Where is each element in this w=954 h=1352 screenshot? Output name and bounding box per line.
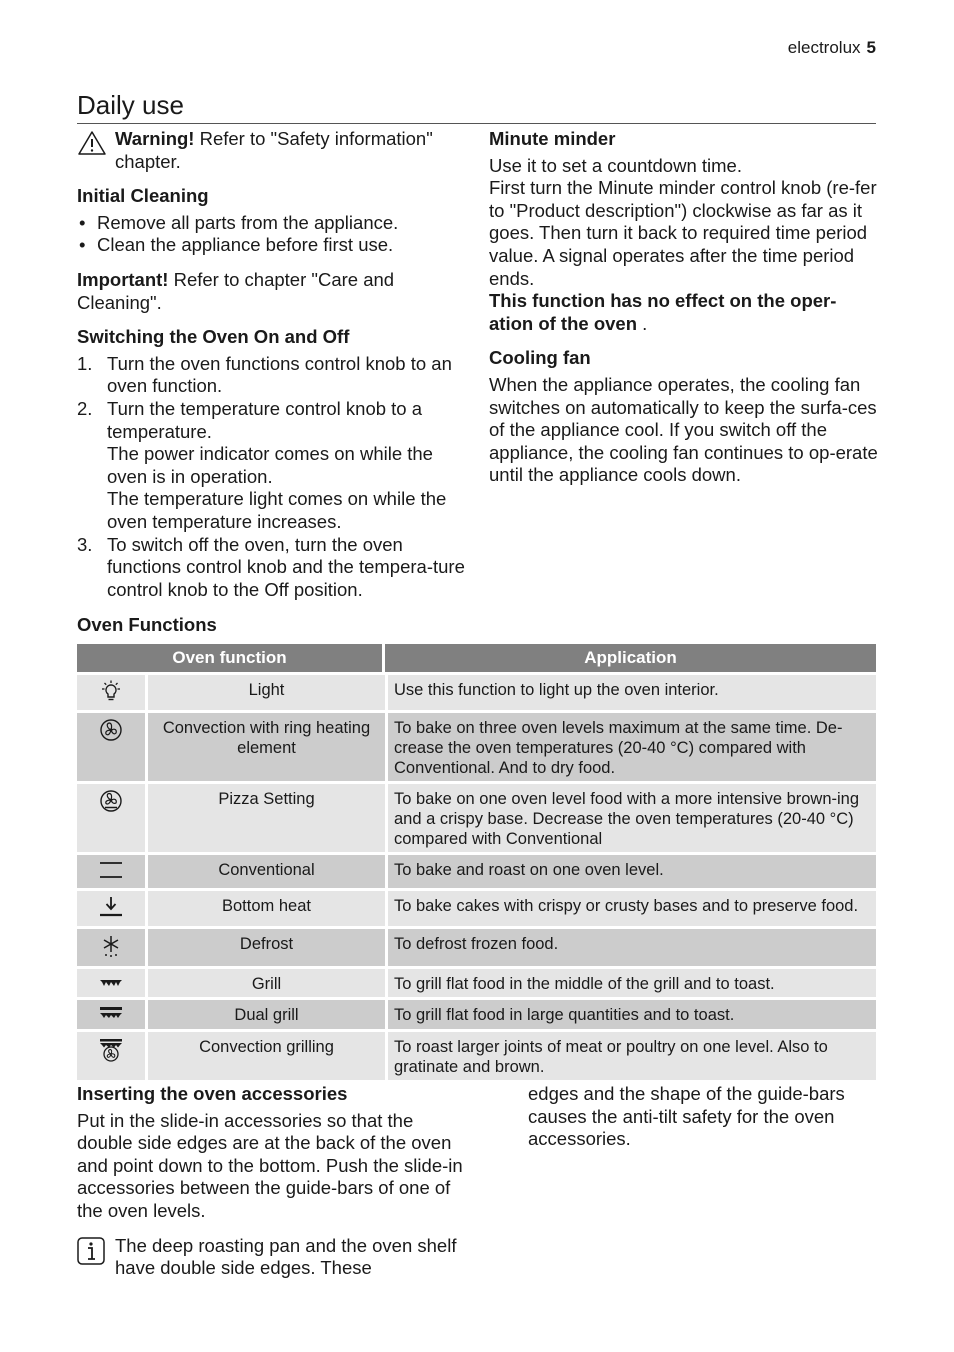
right-column: [489, 128, 879, 487]
col-header-application: Application: [385, 644, 876, 672]
table-header-row: [77, 644, 876, 672]
list-item: • Remove all parts from the appliance.: [77, 212, 469, 235]
accessories-continued: [528, 1083, 878, 1151]
switching-steps: [77, 353, 469, 602]
initial-cleaning-list: [77, 212, 469, 257]
brand-name: electrolux: [787, 38, 861, 57]
minute-minder-body: First turn the Minute minder control knob (re-fer to "Product description") clockwise as far as it goes. Then turn it back to required time period value. A signal operates after the time period ends.: [489, 177, 877, 289]
function-name: Dual grill: [145, 997, 385, 1029]
function-name: Pizza Setting: [145, 781, 385, 852]
function-application: To defrost frozen food.: [385, 926, 876, 966]
function-name: Grill: [145, 966, 385, 997]
important-note: [77, 269, 469, 314]
warning-note: [77, 128, 469, 173]
function-name: Convection with ring heating element: [145, 710, 385, 781]
page-number: 5: [866, 38, 876, 57]
cooling-fan-body: When the appliance operates, the cooling fan switches on automatically to keep the surfa-ces of the appliance cool. If you switch off the appliance, the cooling fan continues to op-erate until the appliance cools down.: [489, 373, 878, 486]
page-title: Daily use: [77, 90, 184, 120]
warning-triangle-icon: [77, 128, 115, 162]
function-application: To bake and roast on one oven level.: [385, 852, 876, 888]
step-item: 2. Turn the temperature control knob to a temperature. The power indicator comes on while the oven is in operation. The temperature light comes on while the oven temperature increases.: [77, 397, 447, 532]
grill-icon: [98, 975, 124, 993]
oven-functions-table: [77, 644, 876, 1080]
bottom-heat-icon: [98, 904, 124, 922]
warning-text: Refer to "Safety information" chapter.: [115, 128, 433, 172]
accessories-section: [77, 1083, 469, 1280]
function-name: Convection grilling: [145, 1029, 385, 1080]
dual-grill-icon: [98, 1007, 124, 1025]
step-item: 3. To switch off the oven, turn the oven functions control knob and the tempera-ture control knob to the Off position.: [77, 533, 465, 600]
light-bulb-icon: [99, 688, 123, 706]
table-row: [77, 710, 876, 781]
warning-label: Warning!: [115, 128, 195, 149]
important-label: Important!: [77, 268, 169, 290]
step-item: 1. Turn the oven functions control knob to an oven function.: [77, 352, 452, 397]
convection-grill-icon: [98, 1049, 124, 1067]
table-row: [77, 926, 876, 966]
info-note: [77, 1235, 469, 1280]
accessories-body: Put in the slide-in accessories so that the double side edges are at the back of the oven and point down to the bottom. Push the slide-in accessories between the guide-bars of one of the oven levels.: [77, 1109, 463, 1221]
function-application: To bake on one oven level food with a more intensive brown-ing and a crispy base. Decrease the oven temperatures (20-40 °C) compared with Conventional: [385, 781, 876, 852]
initial-cleaning-heading: Initial Cleaning: [77, 185, 209, 207]
title-rule: [77, 123, 876, 124]
table-row: [77, 852, 876, 888]
function-application: Use this function to light up the oven interior.: [385, 672, 876, 710]
function-name: Light: [145, 672, 385, 710]
table-row: [77, 997, 876, 1029]
info-icon: [77, 1235, 115, 1271]
function-application: To roast larger joints of meat or poultry on one level. Also to gratinate and brown.: [385, 1029, 876, 1080]
left-column: [77, 128, 469, 601]
table-row: [77, 781, 876, 852]
function-name: Bottom heat: [145, 888, 385, 926]
table-row: [77, 1029, 876, 1080]
minute-minder-note: This function has no effect on the oper-ation of the oven .: [489, 290, 837, 334]
function-application: To bake on three oven levels maximum at the same time. De-crease the oven temperatures (20-40 °C) compared with Conventional. And to dry food.: [385, 710, 876, 781]
function-application: To grill flat food in large quantities and to toast.: [385, 997, 876, 1029]
top-bottom-heat-icon: [98, 866, 124, 884]
info-text: The deep roasting pan and the oven shelf have double side edges. These: [115, 1234, 457, 1279]
function-application: To grill flat food in the middle of the grill and to toast.: [385, 966, 876, 997]
function-application: To bake cakes with crispy or crusty bases and to preserve food.: [385, 888, 876, 926]
table-row: [77, 672, 876, 710]
cooling-fan-heading: Cooling fan: [489, 347, 591, 369]
fan-ring-icon: [99, 728, 123, 746]
pizza-fan-icon: [99, 799, 123, 817]
function-name: Conventional: [145, 852, 385, 888]
important-text: Refer to chapter "Care and Cleaning".: [77, 268, 395, 313]
minute-minder-heading: Minute minder: [489, 128, 616, 149]
page-header: [788, 38, 876, 58]
oven-functions-heading: Oven Functions: [77, 614, 217, 635]
accessories-continued-text: edges and the shape of the guide-bars causes the anti-tilt safety for the oven accessories.: [528, 1083, 845, 1150]
table-row: [77, 966, 876, 997]
function-name: Defrost: [145, 926, 385, 966]
defrost-icon: [100, 944, 122, 962]
minute-minder-intro: Use it to set a countdown time.: [489, 154, 742, 176]
col-header-function: Oven function: [77, 644, 385, 672]
list-item: • Clean the appliance before first use.: [77, 234, 469, 257]
accessories-heading: Inserting the oven accessories: [77, 1083, 348, 1104]
table-row: [77, 888, 876, 926]
switching-heading: Switching the Oven On and Off: [77, 326, 350, 348]
